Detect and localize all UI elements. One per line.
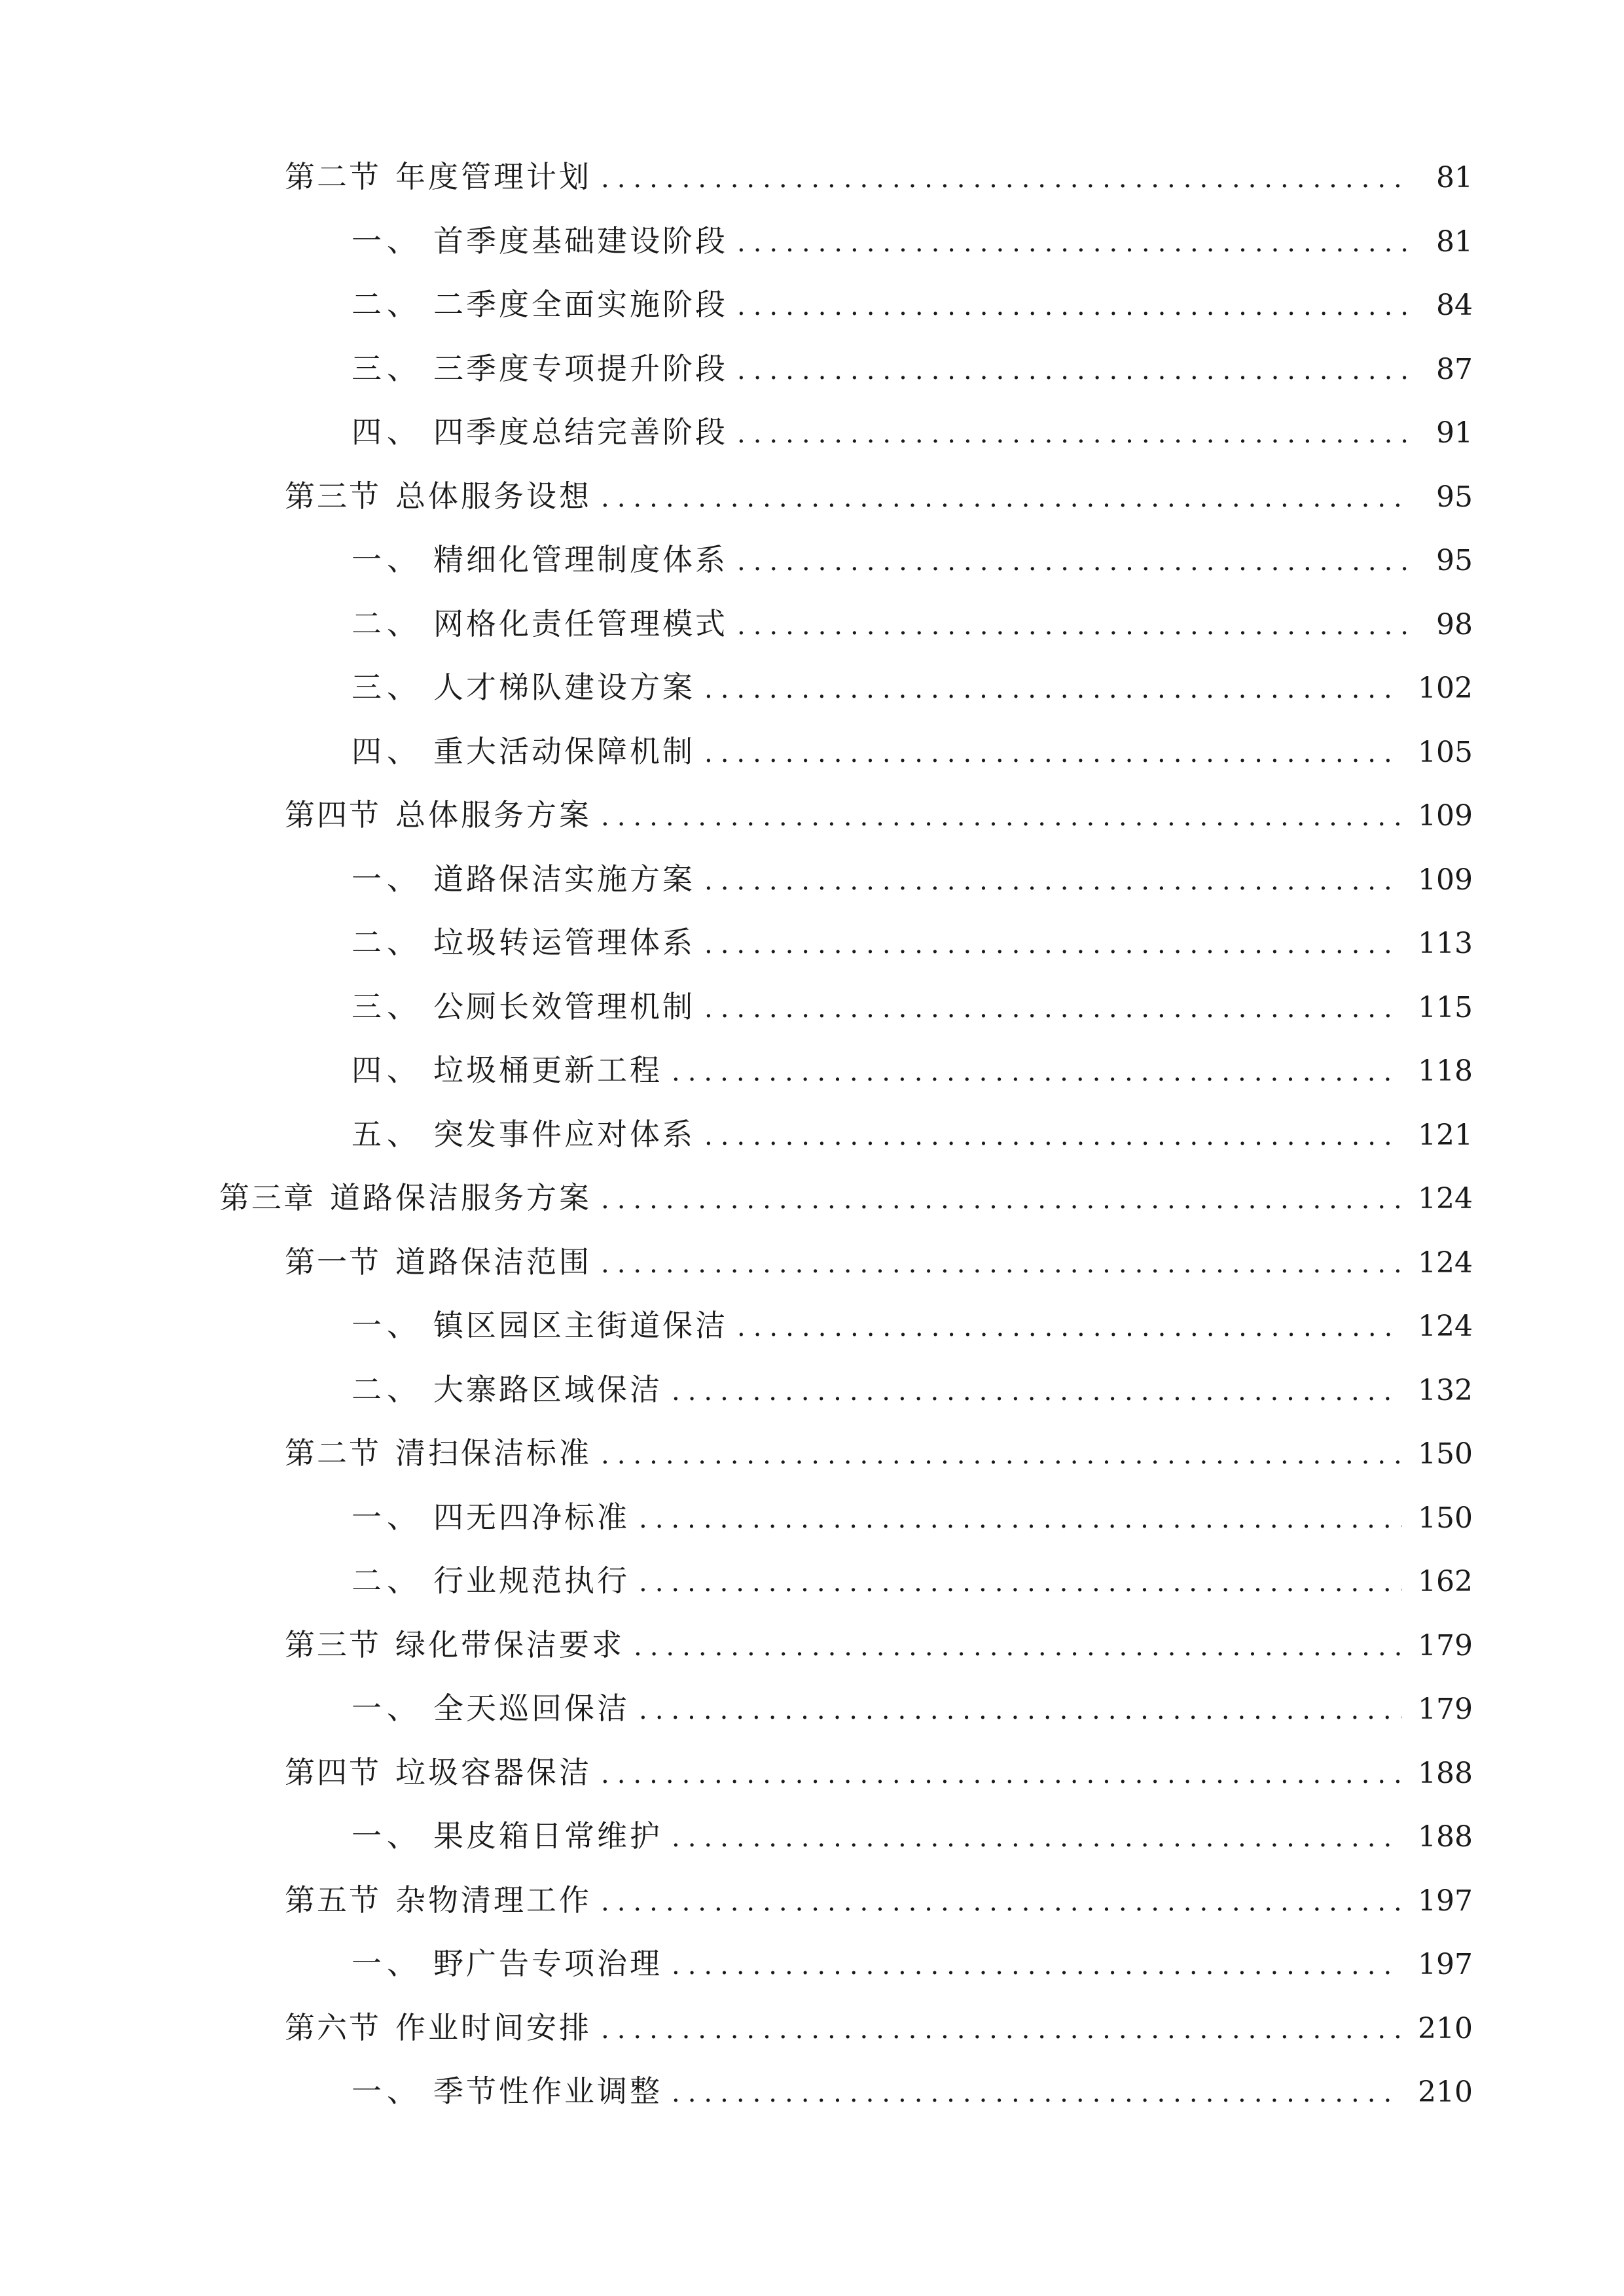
toc-entry[interactable] bbox=[352, 725, 1473, 778]
entry-number: 一、 bbox=[352, 1818, 422, 1854]
dot-leader bbox=[704, 727, 1402, 778]
dot-leader bbox=[737, 408, 1411, 458]
toc-entry[interactable] bbox=[285, 2001, 1473, 2054]
entry-page-number: 118 bbox=[1418, 1054, 1473, 1088]
entry-number: 第二节 bbox=[285, 1435, 381, 1471]
entry-title: 全天巡回保洁 bbox=[433, 1691, 630, 1726]
entry-title: 道路保洁服务方案 bbox=[330, 1180, 592, 1215]
entry-number: 一、 bbox=[352, 1946, 422, 1981]
entry-page-number: 98 bbox=[1436, 607, 1473, 641]
toc-entry[interactable] bbox=[285, 1619, 1473, 1671]
entry-number: 第三章 bbox=[219, 1180, 316, 1215]
entry-title: 四无四净标准 bbox=[433, 1499, 630, 1535]
dot-leader bbox=[737, 535, 1411, 586]
toc-entry[interactable] bbox=[352, 342, 1473, 395]
toc-entry[interactable] bbox=[352, 1299, 1473, 1352]
entry-page-number: 124 bbox=[1418, 1182, 1473, 1215]
dot-leader bbox=[704, 1110, 1402, 1160]
toc-entry[interactable] bbox=[352, 598, 1473, 650]
toc-entry[interactable] bbox=[285, 1427, 1473, 1479]
entry-title: 大寨路区域保洁 bbox=[433, 1371, 662, 1407]
entry-number: 第二节 bbox=[285, 159, 381, 194]
entry-number: 一、 bbox=[352, 861, 422, 897]
entry-page-number: 115 bbox=[1418, 990, 1473, 1024]
entry-number: 四、 bbox=[352, 414, 422, 450]
entry-page-number: 162 bbox=[1418, 1565, 1473, 1598]
toc-entry[interactable] bbox=[219, 1172, 1473, 1224]
entry-title: 人才梯队建设方案 bbox=[433, 670, 695, 705]
entry-number: 一、 bbox=[352, 2073, 422, 2109]
entry-page-number: 113 bbox=[1418, 927, 1473, 960]
entry-title: 果皮箱日常维护 bbox=[433, 1818, 662, 1854]
entry-number: 第六节 bbox=[285, 2009, 381, 2045]
entry-title: 行业规范执行 bbox=[433, 1563, 630, 1598]
entry-title: 镇区园区主街道保洁 bbox=[433, 1308, 728, 1343]
dot-leader bbox=[639, 1684, 1402, 1734]
toc-entry[interactable] bbox=[285, 151, 1473, 203]
dot-leader bbox=[639, 1493, 1402, 1543]
entry-number: 第三节 bbox=[285, 1626, 381, 1662]
entry-page-number: 81 bbox=[1436, 224, 1473, 259]
entry-page-number: 197 bbox=[1418, 1948, 1473, 1981]
entry-title: 总体服务方案 bbox=[395, 797, 592, 833]
entry-title: 首季度基础建设阶段 bbox=[433, 223, 728, 259]
toc-entry[interactable] bbox=[352, 1363, 1473, 1416]
entry-number: 一、 bbox=[352, 542, 422, 577]
entry-title: 垃圾桶更新工程 bbox=[433, 1052, 662, 1088]
dot-leader bbox=[672, 1365, 1402, 1416]
entry-title: 季节性作业调整 bbox=[433, 2073, 662, 2109]
dot-leader bbox=[672, 1046, 1402, 1096]
entry-page-number: 109 bbox=[1418, 863, 1473, 897]
toc-entry[interactable] bbox=[352, 661, 1473, 713]
entry-page-number: 179 bbox=[1418, 1693, 1473, 1726]
toc-entry[interactable] bbox=[352, 980, 1473, 1033]
entry-page-number: 188 bbox=[1418, 1756, 1473, 1790]
entry-number: 三、 bbox=[352, 988, 422, 1024]
dot-leader bbox=[601, 152, 1411, 203]
entry-title: 精细化管理制度体系 bbox=[433, 542, 728, 577]
toc-entry[interactable] bbox=[352, 1937, 1473, 1990]
dot-leader bbox=[601, 1429, 1402, 1479]
entry-number: 二、 bbox=[352, 1371, 422, 1407]
entry-number: 二、 bbox=[352, 925, 422, 960]
entry-page-number: 197 bbox=[1418, 1884, 1473, 1918]
dot-leader bbox=[704, 918, 1402, 969]
entry-page-number: 188 bbox=[1418, 1820, 1473, 1854]
entry-page-number: 121 bbox=[1418, 1118, 1473, 1152]
toc-entry[interactable] bbox=[285, 1746, 1473, 1799]
toc-entry[interactable] bbox=[352, 1044, 1473, 1096]
entry-title: 绿化带保洁要求 bbox=[395, 1626, 624, 1662]
entry-title: 垃圾转运管理体系 bbox=[433, 925, 695, 960]
dot-leader bbox=[737, 217, 1411, 267]
entry-page-number: 95 bbox=[1436, 544, 1473, 577]
entry-title: 总体服务设想 bbox=[395, 478, 592, 514]
toc-entry[interactable] bbox=[352, 1554, 1473, 1607]
entry-page-number: 179 bbox=[1418, 1628, 1473, 1662]
entry-page-number: 210 bbox=[1418, 2075, 1473, 2109]
entry-number: 三、 bbox=[352, 670, 422, 705]
entry-number: 一、 bbox=[352, 1308, 422, 1343]
entry-title: 公厕长效管理机制 bbox=[433, 988, 695, 1024]
entry-page-number: 81 bbox=[1436, 161, 1473, 194]
entry-page-number: 150 bbox=[1418, 1437, 1473, 1471]
entry-number: 一、 bbox=[352, 1691, 422, 1726]
toc-entry[interactable] bbox=[352, 2065, 1473, 2117]
dot-leader bbox=[737, 1301, 1402, 1352]
entry-title: 垃圾容器保洁 bbox=[395, 1754, 592, 1790]
entry-page-number: 95 bbox=[1436, 480, 1473, 514]
entry-title: 杂物清理工作 bbox=[395, 1882, 592, 1918]
entry-page-number: 124 bbox=[1418, 1310, 1473, 1343]
entry-number: 第三节 bbox=[285, 478, 381, 514]
entry-number: 第四节 bbox=[285, 1754, 381, 1790]
entry-title: 突发事件应对体系 bbox=[433, 1116, 695, 1152]
toc-entry[interactable] bbox=[285, 470, 1473, 522]
entry-title: 道路保洁实施方案 bbox=[433, 861, 695, 897]
dot-leader bbox=[601, 1174, 1402, 1224]
entry-title: 道路保洁范围 bbox=[395, 1244, 592, 1280]
entry-number: 一、 bbox=[352, 223, 422, 259]
entry-page-number: 210 bbox=[1418, 2011, 1473, 2045]
entry-page-number: 91 bbox=[1436, 416, 1473, 450]
entry-title: 二季度全面实施阶段 bbox=[433, 287, 728, 322]
toc-entry[interactable] bbox=[352, 406, 1473, 458]
entry-number: 第五节 bbox=[285, 1882, 381, 1918]
entry-title: 网格化责任管理模式 bbox=[433, 605, 728, 641]
entry-number: 一、 bbox=[352, 1499, 422, 1535]
dot-leader bbox=[601, 1748, 1402, 1799]
entry-number: 第四节 bbox=[285, 797, 381, 833]
entry-page-number: 102 bbox=[1418, 672, 1473, 705]
entry-page-number: 150 bbox=[1418, 1501, 1473, 1535]
entry-title: 野广告专项治理 bbox=[433, 1946, 662, 1981]
toc-entry[interactable] bbox=[352, 533, 1473, 586]
toc-entry[interactable] bbox=[285, 1236, 1473, 1288]
dot-leader bbox=[672, 1812, 1402, 1862]
entry-title: 年度管理计划 bbox=[395, 159, 592, 194]
dot-leader bbox=[672, 2067, 1402, 2117]
dot-leader bbox=[601, 1238, 1402, 1288]
entry-page-number: 87 bbox=[1436, 352, 1473, 386]
entry-number: 四、 bbox=[352, 1052, 422, 1088]
dot-leader bbox=[672, 1939, 1402, 1990]
toc-entry[interactable] bbox=[285, 789, 1473, 841]
toc-entry[interactable] bbox=[285, 1874, 1473, 1926]
dot-leader bbox=[737, 344, 1411, 395]
entry-page-number: 109 bbox=[1418, 799, 1473, 833]
toc-entry[interactable] bbox=[352, 1682, 1473, 1734]
entry-title: 重大活动保障机制 bbox=[433, 733, 695, 769]
toc-entry[interactable] bbox=[352, 916, 1473, 969]
entry-page-number: 124 bbox=[1418, 1246, 1473, 1280]
entry-page-number: 105 bbox=[1418, 735, 1473, 769]
dot-leader bbox=[704, 982, 1402, 1033]
entry-title: 四季度总结完善阶段 bbox=[433, 414, 728, 450]
dot-leader bbox=[639, 1556, 1402, 1607]
entry-number: 二、 bbox=[352, 1563, 422, 1598]
entry-page-number: 84 bbox=[1436, 289, 1473, 322]
toc-entry[interactable] bbox=[352, 853, 1473, 905]
dot-leader bbox=[601, 472, 1411, 522]
toc-entry[interactable] bbox=[352, 1491, 1473, 1543]
toc-entry[interactable] bbox=[352, 1108, 1473, 1160]
toc-entry[interactable] bbox=[352, 278, 1473, 331]
dot-leader bbox=[737, 280, 1411, 331]
entry-page-number: 132 bbox=[1418, 1373, 1473, 1407]
entry-number: 三、 bbox=[352, 350, 422, 386]
entry-title: 三季度专项提升阶段 bbox=[433, 350, 728, 386]
dot-leader bbox=[601, 791, 1402, 841]
toc-entry[interactable] bbox=[352, 215, 1473, 267]
dot-leader bbox=[737, 600, 1411, 650]
dot-leader bbox=[601, 2003, 1402, 2054]
toc-entry[interactable] bbox=[352, 1810, 1473, 1862]
entry-number: 第一节 bbox=[285, 1244, 381, 1280]
entry-title: 作业时间安排 bbox=[395, 2009, 592, 2045]
entry-number: 二、 bbox=[352, 287, 422, 322]
dot-leader bbox=[634, 1621, 1402, 1671]
entry-title: 清扫保洁标准 bbox=[395, 1435, 592, 1471]
entry-number: 二、 bbox=[352, 605, 422, 641]
entry-number: 四、 bbox=[352, 733, 422, 769]
entry-number: 五、 bbox=[352, 1116, 422, 1152]
dot-leader bbox=[704, 855, 1402, 905]
dot-leader bbox=[704, 663, 1402, 713]
dot-leader bbox=[601, 1876, 1402, 1926]
